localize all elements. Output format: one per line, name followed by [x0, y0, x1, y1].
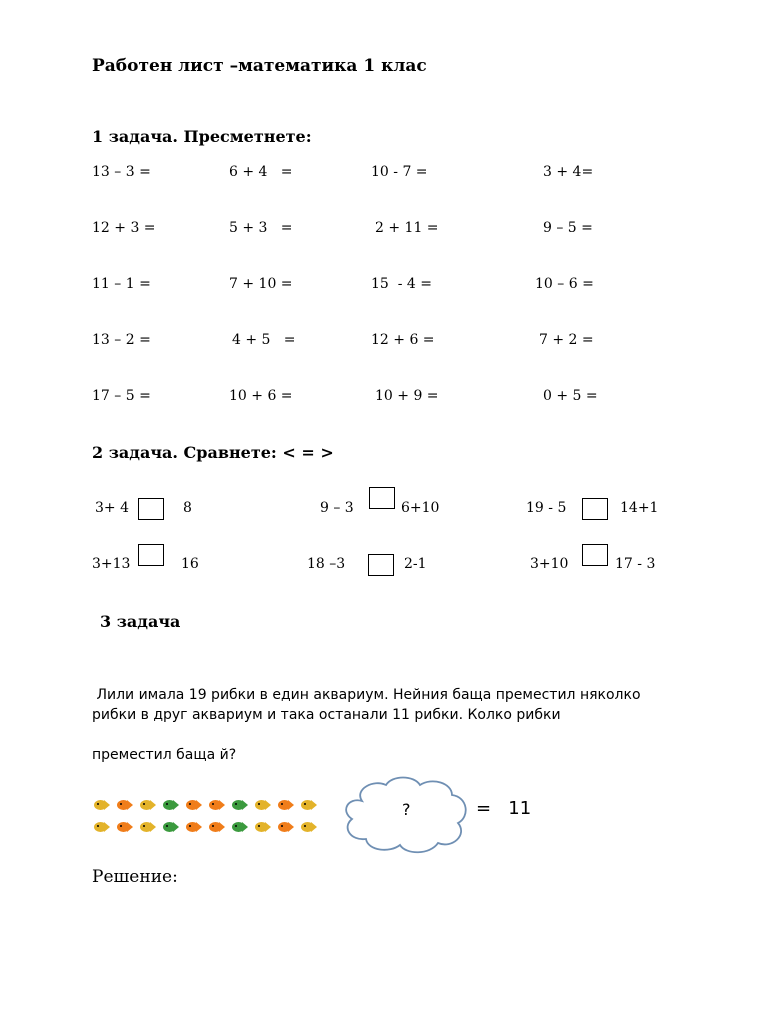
fish-icon [138, 819, 156, 835]
compare-answer-box[interactable] [138, 498, 164, 520]
compare-right-expression: 6+10 [401, 500, 440, 516]
compare-right-expression: 17 - 3 [615, 556, 656, 572]
task1-problem: 3 + 4= [543, 164, 594, 180]
fish-icon [184, 819, 202, 835]
compare-left-expression: 3+ 4 [95, 500, 129, 516]
compare-left-expression: 9 – 3 [320, 500, 354, 516]
cloud-question-mark: ? [402, 800, 411, 819]
task1-problem: 13 – 2 = [92, 332, 151, 348]
fish-icon [253, 819, 271, 835]
compare-right-expression: 14+1 [620, 500, 659, 516]
solution-label: Решение: [92, 867, 178, 887]
fish-icon [92, 819, 110, 835]
task1-problem: 9 – 5 = [543, 220, 593, 236]
worksheet-title: Работен лист –математика 1 клас [92, 56, 427, 76]
compare-right-expression: 8 [183, 500, 192, 516]
fish-icon [161, 819, 179, 835]
fish-icon [299, 819, 317, 835]
fish-icon [161, 797, 179, 813]
fish-icon [138, 797, 156, 813]
task1-problem: 10 + 9 = [375, 388, 439, 404]
compare-right-expression: 2-1 [404, 556, 427, 572]
compare-left-expression: 3+10 [530, 556, 569, 572]
compare-left-expression: 19 - 5 [526, 500, 567, 516]
task1-problem: 10 + 6 = [229, 388, 293, 404]
task2-heading: 2 задача. Сравнете: < = > [92, 443, 334, 462]
fish-icon [230, 797, 248, 813]
task3-heading: 3 задача [100, 612, 181, 631]
task1-problem: 10 - 7 = [371, 164, 428, 180]
task1-problem: 5 + 3 = [229, 220, 293, 236]
fish-icon [184, 797, 202, 813]
compare-answer-box[interactable] [582, 498, 608, 520]
task3-problem-line-3: преместил баща й? [92, 747, 237, 763]
equals-eleven: = 11 [476, 798, 532, 819]
fish-icon [253, 797, 271, 813]
compare-answer-box[interactable] [369, 487, 395, 509]
fish-row-1 [92, 797, 317, 815]
fish-icon [299, 797, 317, 813]
compare-right-expression: 16 [181, 556, 199, 572]
task1-problem: 0 + 5 = [543, 388, 598, 404]
fish-icon [207, 819, 225, 835]
task3-problem-line-1: Лили имала 19 рибки в един аквариум. Нейния баща преместил няколко [92, 687, 641, 703]
task1-heading: 1 задача. Пресметнете: [92, 127, 312, 146]
task1-problem: 12 + 6 = [371, 332, 435, 348]
compare-answer-box[interactable] [582, 544, 608, 566]
task1-problem: 2 + 11 = [375, 220, 439, 236]
fish-icon [230, 819, 248, 835]
task1-problem: 7 + 10 = [229, 276, 293, 292]
compare-left-expression: 18 –3 [307, 556, 346, 572]
task1-problem: 7 + 2 = [539, 332, 594, 348]
task1-problem: 13 – 3 = [92, 164, 151, 180]
task1-problem: 6 + 4 = [229, 164, 293, 180]
compare-answer-box[interactable] [138, 544, 164, 566]
fish-icon [276, 797, 294, 813]
fish-icon [92, 797, 110, 813]
task1-problem: 10 – 6 = [535, 276, 594, 292]
fish-icon [115, 819, 133, 835]
task1-problem: 15 - 4 = [371, 276, 432, 292]
task1-problem: 17 – 5 = [92, 388, 151, 404]
fish-icon [115, 797, 133, 813]
fish-icon [276, 819, 294, 835]
fish-icon [207, 797, 225, 813]
task1-problem: 4 + 5 = [232, 332, 296, 348]
compare-answer-box[interactable] [368, 554, 394, 576]
task1-problem: 11 – 1 = [92, 276, 151, 292]
fish-row-2 [92, 819, 317, 837]
task1-problem: 12 + 3 = [92, 220, 156, 236]
task3-problem-line-2: рибки в друг аквариум и така останали 11 рибки. Колко рибки [92, 707, 561, 723]
compare-left-expression: 3+13 [92, 556, 131, 572]
